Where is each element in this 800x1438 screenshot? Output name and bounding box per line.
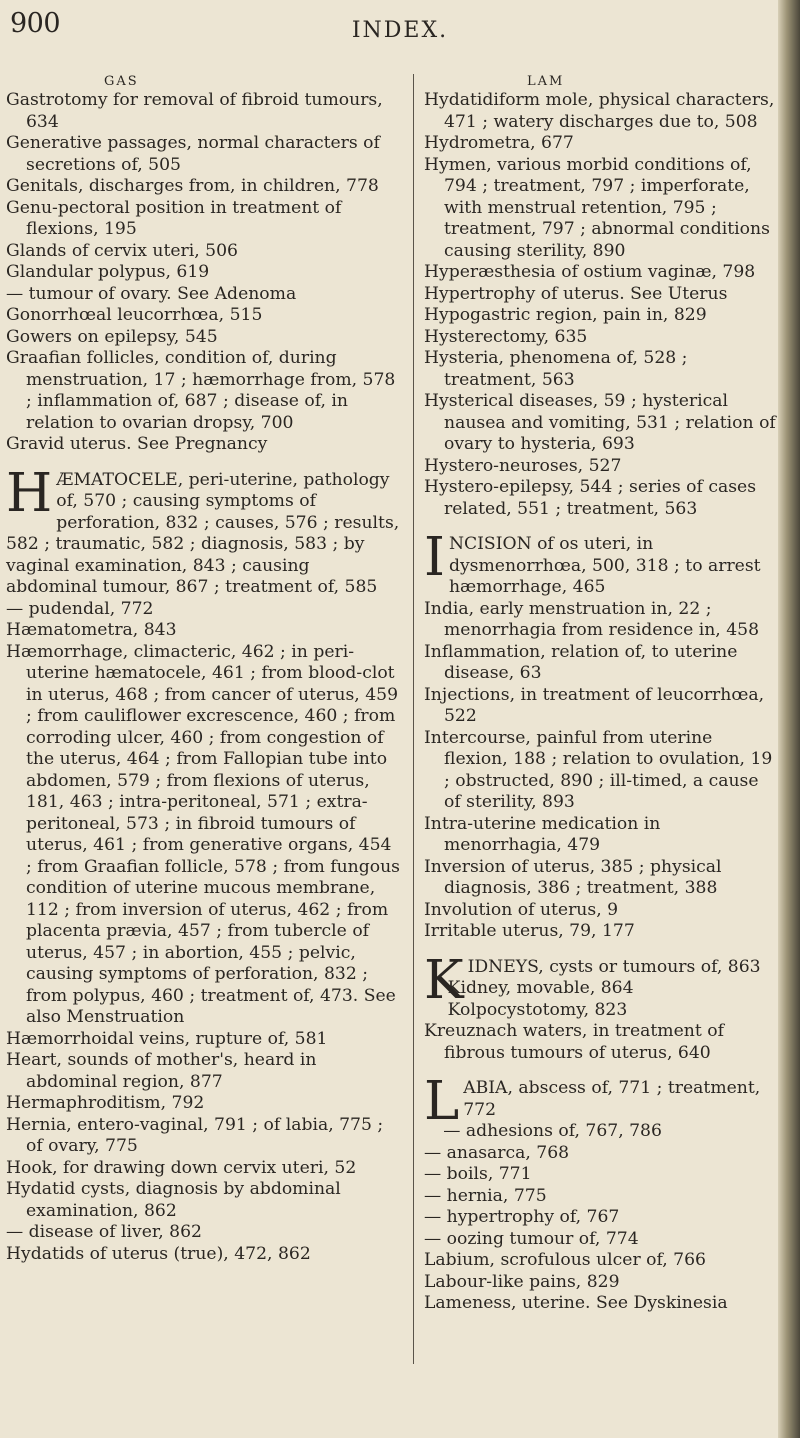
h-section	[6, 462, 402, 1266]
index-entry: Generative passages, normal characters of secretions of, 505	[6, 133, 380, 175]
incision-text: NCISION of os uteri, in dysmenorrhœa, 500, 318 ; to arrest hæmorrhage, 465	[448, 534, 761, 597]
k-entries	[424, 978, 777, 1064]
index-entry: Glandular polypus, 619	[6, 262, 210, 282]
index-entry: — pudendal, 772	[6, 598, 154, 619]
l-section	[424, 1071, 777, 1315]
dropcap-h: H	[6, 462, 53, 524]
index-entry: Genu-pectoral position in treatment of flexions, 195	[6, 197, 342, 239]
left-column-heading: GAS	[104, 74, 139, 89]
index-entry: Hypertrophy of uterus. See Uterus	[424, 283, 728, 304]
page-edge-shadow	[778, 0, 800, 1438]
index-entry: — adhesions of, 767, 786	[443, 1121, 662, 1141]
index-entry: Hyperæsthesia of ostium vaginæ, 798	[424, 262, 756, 282]
g-entries	[6, 90, 402, 456]
index-entry: Lameness, uterine. See Dyskinesia	[424, 1293, 728, 1313]
index-entry: Kreuznach waters, in treatment of fibrous tumours of uterus, 640	[424, 1021, 724, 1063]
index-entry: Kidney, movable, 864	[447, 978, 634, 998]
index-entry: Hydatid cysts, diagnosis by abdominal examination, 862	[6, 1179, 341, 1221]
index-entry: — oozing tumour of, 774	[424, 1228, 639, 1249]
right-column	[424, 90, 777, 1315]
index-entry: — disease of liver, 862	[6, 1222, 202, 1242]
index-entry: Hysteria, phenomena of, 528 ; treatment, 563	[424, 348, 688, 390]
labia-text: ABIA, abscess of, 771 ; treatment, 772	[463, 1078, 761, 1120]
index-entry: Injections, in treatment of leucorrhœa, 522	[424, 684, 765, 726]
kidneys-text: IDNEYS, cysts or tumours of, 863	[467, 956, 761, 977]
h-continued-entries	[424, 90, 777, 520]
dropcap-i: I	[424, 527, 445, 588]
index-entry: Graafian follicles, condition of, during menstruation, 17 ; hæmorrhage from, 578 ; inflammation of, 687 ; disease of, in relation to ovarian dropsy, 700	[6, 348, 396, 433]
index-entry: Hypogastric region, pain in, 829	[424, 305, 707, 325]
index-entry: Hymen, various morbid conditions of, 794 ; treatment, 797 ; imperforate, with menstrual retention, 795 ; treatment, 797 ; abnormal conditions causing sterility, 890	[424, 154, 770, 261]
index-entry: Hysterical diseases, 59 ; hysterical nausea and vomiting, 531 ; relation of ovary to hysteria, 693	[424, 391, 776, 454]
index-entry: Hernia, entero-vaginal, 791 ; of labia, 775 ; of ovary, 775	[6, 1114, 384, 1156]
l-entries	[424, 1121, 777, 1315]
index-entry: Hydatids of uterus (true), 472, 862	[6, 1243, 311, 1264]
index-entry: Gowers on epilepsy, 545	[6, 326, 218, 347]
column-divider	[413, 74, 414, 1364]
index-entry: Hermaphroditism, 792	[6, 1093, 205, 1113]
index-entry: Heart, sounds of mother's, heard in abdominal region, 877	[6, 1050, 317, 1092]
index-entry: Hystero-neuroses, 527	[424, 455, 622, 476]
index-entry: Glands of cervix uteri, 506	[6, 240, 238, 261]
h-entries	[6, 599, 402, 1266]
index-entry: Inversion of uterus, 385 ; physical diagnosis, 386 ; treatment, 388	[424, 856, 722, 898]
running-head: INDEX.	[351, 18, 449, 43]
index-entry: India, early menstruation in, 22 ; menorrhagia from residence in, 458	[424, 598, 760, 640]
index-entry: Irritable uterus, 79, 177	[424, 921, 635, 941]
index-entry: Hook, for drawing down cervix uteri, 52	[6, 1157, 357, 1178]
index-entry: — boils, 771	[424, 1164, 532, 1184]
index-entry: Hæmorrhoidal veins, rupture of, 581	[6, 1028, 328, 1049]
dropcap-k: K	[424, 949, 464, 1011]
index-entry: Intercourse, painful from uterine flexion, 188 ; relation to ovulation, 19 ; obstructed, 890 ; ill-timed, a cause of sterility, 893	[424, 727, 773, 812]
index-entry: Involution of uterus, 9	[424, 899, 619, 920]
index-entry: Gastrotomy for removal of fibroid tumours, 634	[6, 90, 383, 132]
index-entry: Kolpocystotomy, 823	[447, 999, 628, 1020]
index-entry: Hæmorrhage, climacteric, 462 ; in peri-uterine hæmatocele, 461 ; from blood-clot in uterus, 468 ; from cancer of uterus, 459 ; from cauliflower excrescence, 460 ; from corroding ulcer, 460 ; from congestion of the uterus, 464 ; from Fallopian tube into abdomen, 579 ; from flexions of uterus, 181, 463 ; intra-peritoneal, 571 ; extra-peritoneal, 573 ; in fibroid tumours of uterus, 461 ; from generative organs, 454 ; from Graafian follicle, 578 ; from fungous condition of uterine mucous membrane, 112 ; from inversion of uterus, 462 ; from placenta prævia, 457 ; from tubercle of uterus, 457 ; in abortion, 455 ; pelvic, causing symptoms of perforation, 832 ; from polypus, 460 ; treatment of, 473. See also Menstruation	[6, 641, 400, 1027]
index-entry: Labium, scrofulous ulcer of, 766	[424, 1250, 706, 1270]
index-entry: Hystero-epilepsy, 544 ; series of cases related, 551 ; treatment, 563	[424, 477, 757, 519]
index-entry: Hysterectomy, 635	[424, 326, 588, 347]
index-entry-haematocele	[6, 462, 402, 599]
index-entry: — hernia, 775	[424, 1185, 547, 1206]
index-entry: Labour-like pains, 829	[424, 1271, 620, 1292]
index-entry: — hypertrophy of, 767	[424, 1207, 620, 1227]
page-number: 900	[10, 8, 61, 39]
right-column-heading: LAM	[527, 74, 565, 89]
left-column	[6, 90, 402, 1265]
index-entry-incision	[424, 527, 777, 599]
index-entry: Intra-uterine medication in menorrhagia, 479	[424, 813, 661, 855]
index-entry: — tumour of ovary. See Adenoma	[6, 283, 297, 304]
index-entry: Hæmatometra, 843	[6, 620, 177, 640]
index-entry: Gravid uterus. See Pregnancy	[6, 434, 268, 454]
index-entry: Hydatidiform mole, physical characters, 471 ; watery discharges due to, 508	[424, 90, 775, 132]
index-entry: — anasarca, 768	[424, 1142, 570, 1163]
k-section	[424, 949, 777, 1065]
index-entry: Inflammation, relation of, to uterine disease, 63	[424, 641, 738, 683]
i-section	[424, 527, 777, 943]
i-entries	[424, 599, 777, 943]
index-entry: Gonorrhœal leucorrhœa, 515	[6, 305, 263, 325]
index-entry: Genitals, discharges from, in children, 778	[6, 176, 379, 196]
haematocele-text: ÆMATOCELE, peri-uterine, pathology of, 570 ; causing symptoms of perforation, 832 ; causes, 576 ; results, 582 ; traumatic, 582 ; diagnosis, 583 ; by vaginal examination, 843 ; causing abdominal tumour, 867 ; treatment of, 585	[6, 469, 400, 597]
index-entry: Hydrometra, 677	[424, 133, 574, 153]
dropcap-l: L	[424, 1071, 460, 1132]
